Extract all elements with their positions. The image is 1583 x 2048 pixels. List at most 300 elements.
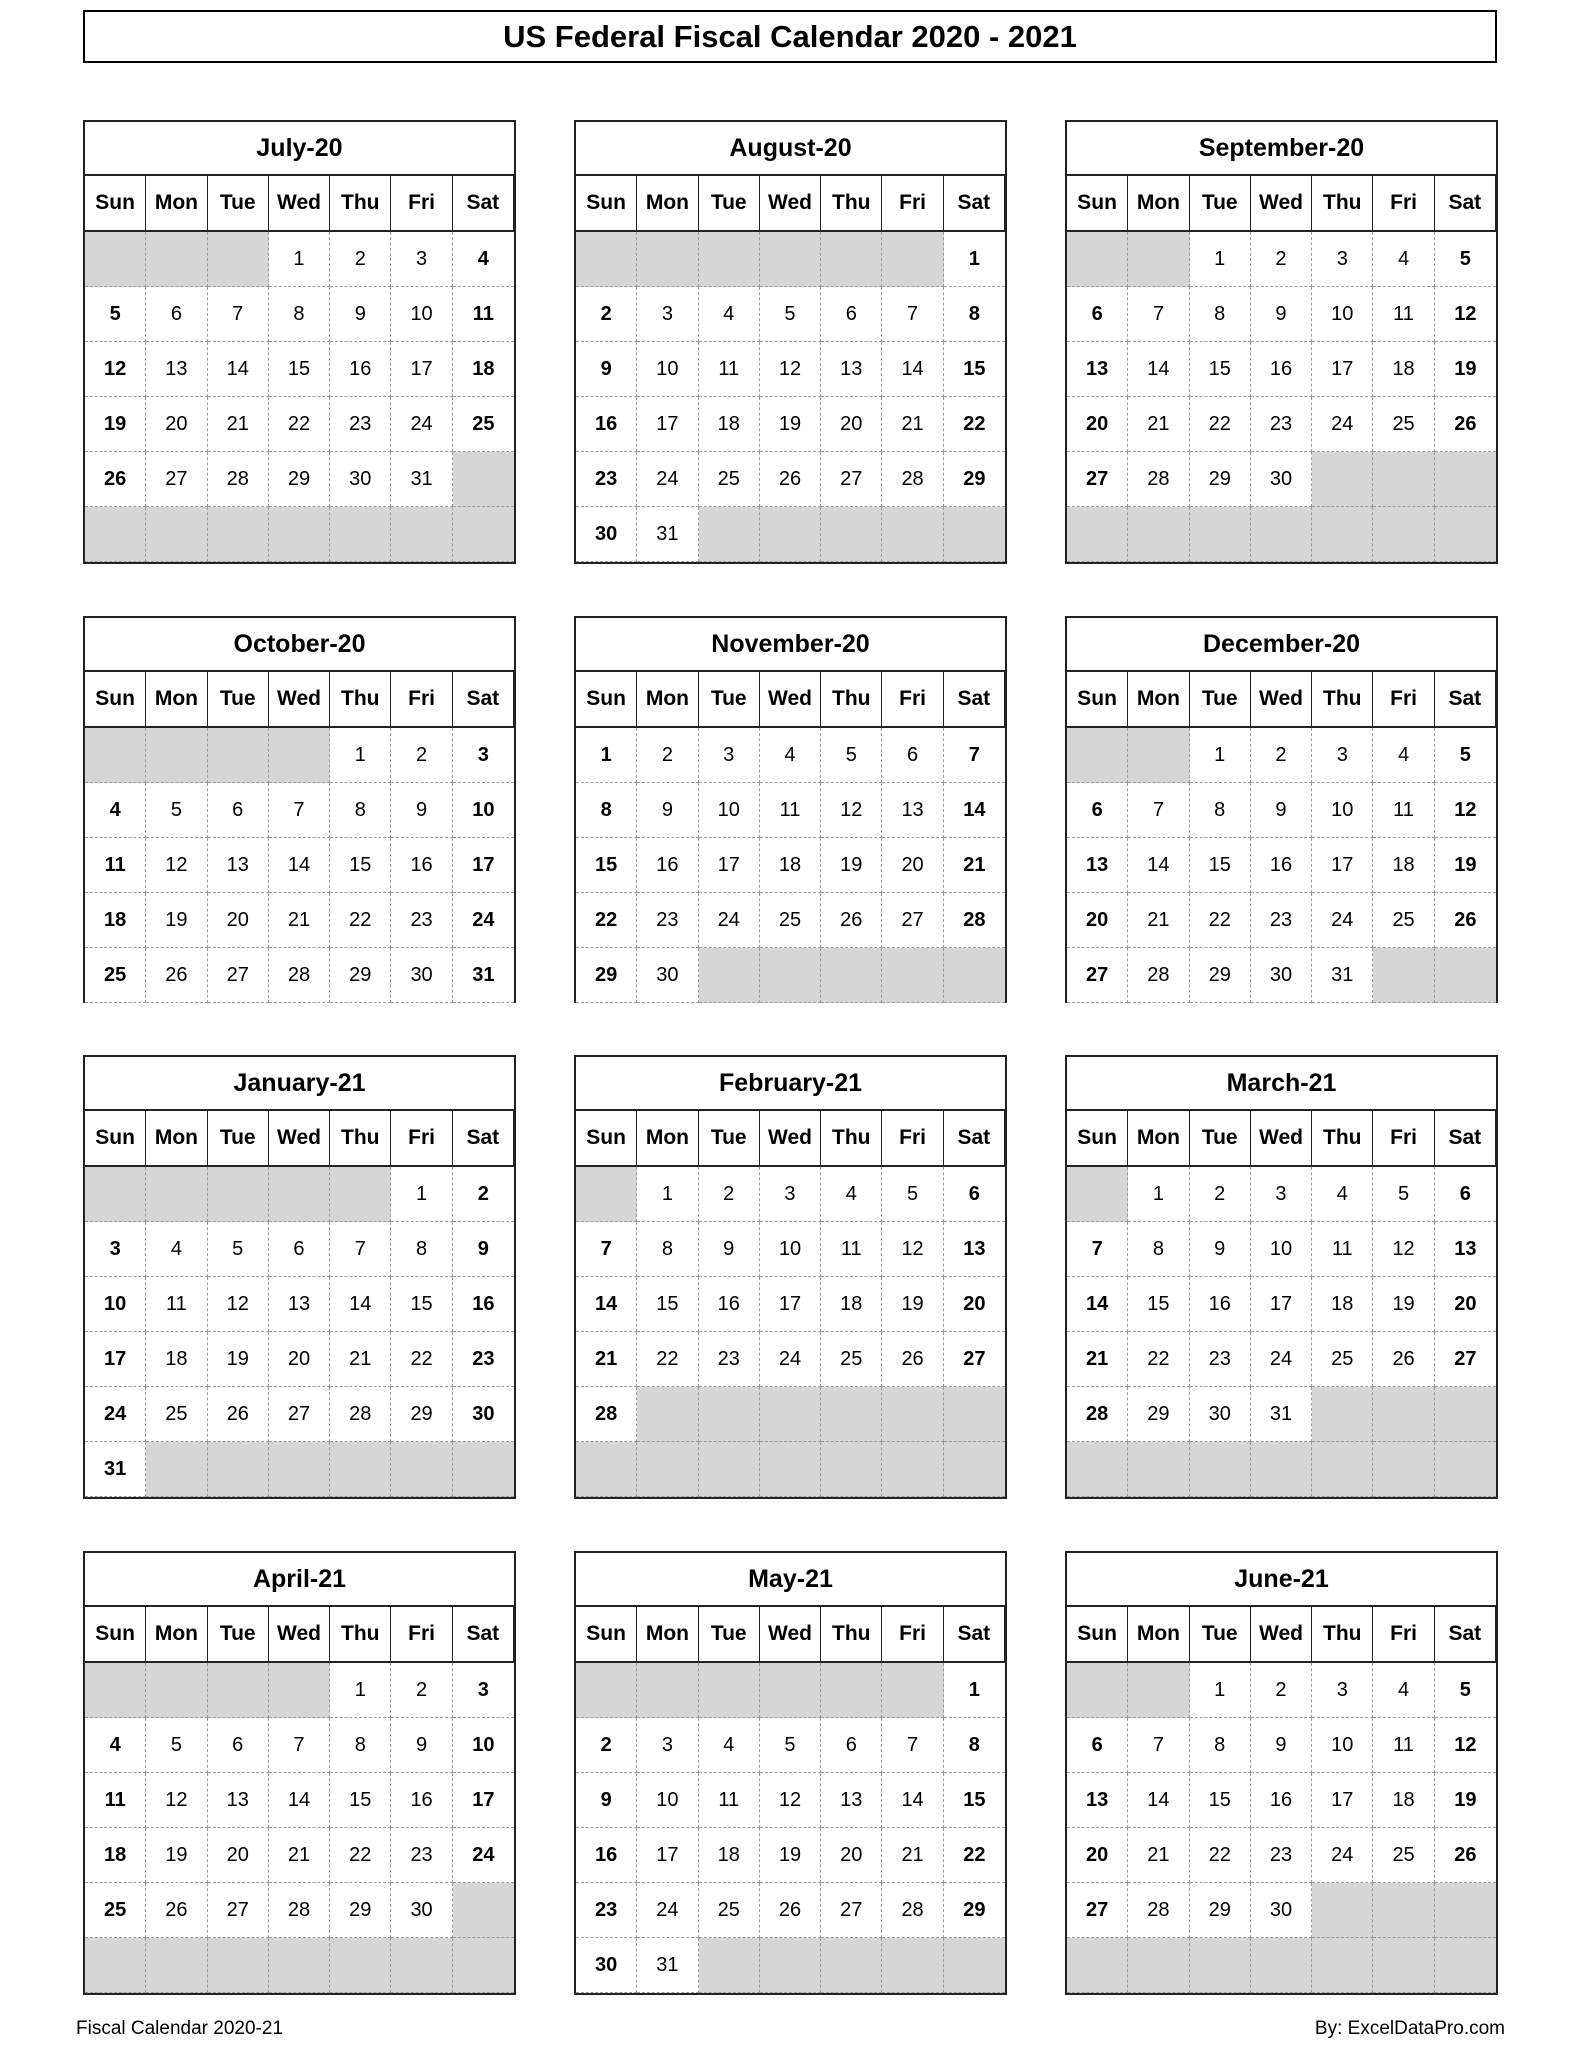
day-cell: 21 (269, 893, 330, 948)
empty-day-cell (330, 1442, 391, 1497)
day-cell: 3 (453, 728, 514, 783)
day-cell: 9 (453, 1222, 514, 1277)
empty-day-cell (1190, 507, 1251, 562)
day-cell: 21 (882, 1828, 943, 1883)
day-cell: 8 (576, 783, 637, 838)
day-cell: 19 (1435, 1773, 1496, 1828)
month-title: December-20 (1067, 618, 1496, 672)
empty-day-cell (699, 232, 760, 287)
day-cell: 27 (1067, 452, 1128, 507)
day-cell: 3 (1251, 1167, 1312, 1222)
day-cell: 27 (146, 452, 207, 507)
day-cell: 15 (637, 1277, 698, 1332)
day-cell: 1 (1128, 1167, 1189, 1222)
day-cell: 11 (1373, 1718, 1434, 1773)
empty-day-cell (576, 232, 637, 287)
day-cell: 20 (146, 397, 207, 452)
day-cell: 17 (699, 838, 760, 893)
month-title: April-21 (85, 1553, 514, 1607)
day-cell: 29 (391, 1387, 452, 1442)
empty-day-cell (1435, 1938, 1496, 1993)
empty-day-cell (1312, 1387, 1373, 1442)
day-cell: 29 (330, 948, 391, 1003)
empty-day-cell (1190, 1442, 1251, 1497)
day-cell: 29 (1190, 1883, 1251, 1938)
weekday-header: Sat (944, 672, 1005, 728)
day-cell: 30 (1251, 1883, 1312, 1938)
day-cell: 20 (1435, 1277, 1496, 1332)
day-cell: 24 (1312, 1828, 1373, 1883)
day-cell: 13 (821, 342, 882, 397)
weekday-header: Fri (1373, 1607, 1434, 1663)
empty-day-cell (269, 1167, 330, 1222)
weekday-header: Sat (453, 1111, 514, 1167)
day-cell: 20 (821, 1828, 882, 1883)
weekday-header: Tue (699, 176, 760, 232)
day-cell: 22 (269, 397, 330, 452)
empty-day-cell (85, 507, 146, 562)
day-cell: 28 (1067, 1387, 1128, 1442)
day-cell: 18 (821, 1277, 882, 1332)
day-cell: 13 (208, 838, 269, 893)
day-cell: 27 (208, 948, 269, 1003)
day-cell: 11 (1373, 287, 1434, 342)
day-cell: 17 (637, 397, 698, 452)
day-cell: 22 (330, 893, 391, 948)
day-cell: 19 (146, 1828, 207, 1883)
weekday-header: Tue (208, 176, 269, 232)
empty-day-cell (146, 1663, 207, 1718)
day-cell: 3 (85, 1222, 146, 1277)
day-cell: 4 (1373, 728, 1434, 783)
day-cell: 12 (146, 838, 207, 893)
weekday-header: Sat (1435, 176, 1496, 232)
empty-day-cell (1435, 948, 1496, 1003)
day-cell: 18 (146, 1332, 207, 1387)
day-cell: 25 (821, 1332, 882, 1387)
day-cell: 16 (576, 1828, 637, 1883)
empty-day-cell (208, 232, 269, 287)
month-days-grid (1067, 1111, 1496, 1497)
day-cell: 22 (1190, 1828, 1251, 1883)
day-cell: 11 (699, 342, 760, 397)
empty-day-cell (637, 1442, 698, 1497)
weekday-header: Sun (85, 1607, 146, 1663)
empty-day-cell (269, 1442, 330, 1497)
empty-day-cell (1067, 1442, 1128, 1497)
empty-day-cell (269, 507, 330, 562)
day-cell: 15 (330, 838, 391, 893)
day-cell: 25 (1312, 1332, 1373, 1387)
day-cell: 13 (1435, 1222, 1496, 1277)
empty-day-cell (330, 1167, 391, 1222)
day-cell: 15 (1128, 1277, 1189, 1332)
month-title: July-20 (85, 122, 514, 176)
weekday-header: Tue (699, 1607, 760, 1663)
day-cell: 13 (269, 1277, 330, 1332)
day-cell: 15 (944, 342, 1005, 397)
month-block (574, 1551, 1007, 1995)
day-cell: 24 (453, 1828, 514, 1883)
day-cell: 23 (391, 893, 452, 948)
month-title: March-21 (1067, 1057, 1496, 1111)
day-cell: 17 (453, 838, 514, 893)
day-cell: 6 (1435, 1167, 1496, 1222)
day-cell: 10 (391, 287, 452, 342)
day-cell: 5 (1373, 1167, 1434, 1222)
weekday-header: Fri (882, 1607, 943, 1663)
day-cell: 2 (330, 232, 391, 287)
day-cell: 9 (391, 1718, 452, 1773)
day-cell: 24 (1312, 397, 1373, 452)
empty-day-cell (1373, 1938, 1434, 1993)
day-cell: 21 (882, 397, 943, 452)
day-cell: 23 (576, 452, 637, 507)
month-days-grid (85, 672, 514, 1003)
day-cell: 4 (453, 232, 514, 287)
day-cell: 16 (1251, 342, 1312, 397)
day-cell: 29 (1190, 948, 1251, 1003)
day-cell: 18 (760, 838, 821, 893)
day-cell: 27 (269, 1387, 330, 1442)
weekday-header: Fri (882, 1111, 943, 1167)
day-cell: 27 (1067, 948, 1128, 1003)
day-cell: 25 (85, 1883, 146, 1938)
month-block (83, 1551, 516, 1995)
day-cell: 27 (208, 1883, 269, 1938)
day-cell: 31 (637, 507, 698, 562)
day-cell: 23 (637, 893, 698, 948)
day-cell: 21 (208, 397, 269, 452)
month-title: May-21 (576, 1553, 1005, 1607)
empty-day-cell (85, 232, 146, 287)
empty-day-cell (699, 1938, 760, 1993)
day-cell: 29 (330, 1883, 391, 1938)
day-cell: 14 (1128, 342, 1189, 397)
day-cell: 2 (1190, 1167, 1251, 1222)
empty-day-cell (1128, 1663, 1189, 1718)
day-cell: 22 (576, 893, 637, 948)
day-cell: 30 (330, 452, 391, 507)
day-cell: 13 (1067, 1773, 1128, 1828)
weekday-header: Sun (576, 672, 637, 728)
day-cell: 1 (391, 1167, 452, 1222)
empty-day-cell (453, 1938, 514, 1993)
day-cell: 3 (1312, 728, 1373, 783)
day-cell: 4 (1373, 1663, 1434, 1718)
day-cell: 1 (637, 1167, 698, 1222)
day-cell: 1 (330, 1663, 391, 1718)
day-cell: 8 (944, 287, 1005, 342)
empty-day-cell (269, 728, 330, 783)
empty-day-cell (760, 232, 821, 287)
day-cell: 17 (453, 1773, 514, 1828)
day-cell: 21 (330, 1332, 391, 1387)
empty-day-cell (760, 1387, 821, 1442)
empty-day-cell (1435, 1387, 1496, 1442)
day-cell: 15 (1190, 1773, 1251, 1828)
day-cell: 24 (1251, 1332, 1312, 1387)
day-cell: 13 (208, 1773, 269, 1828)
empty-day-cell (146, 1442, 207, 1497)
weekday-header: Fri (391, 1607, 452, 1663)
day-cell: 3 (391, 232, 452, 287)
day-cell: 12 (208, 1277, 269, 1332)
day-cell: 10 (760, 1222, 821, 1277)
day-cell: 14 (576, 1277, 637, 1332)
day-cell: 25 (85, 948, 146, 1003)
day-cell: 19 (1373, 1277, 1434, 1332)
empty-day-cell (821, 1938, 882, 1993)
empty-day-cell (453, 1883, 514, 1938)
day-cell: 29 (944, 1883, 1005, 1938)
weekday-header: Sun (1067, 1607, 1128, 1663)
day-cell: 8 (269, 287, 330, 342)
month-block (574, 1055, 1007, 1499)
day-cell: 8 (330, 1718, 391, 1773)
empty-day-cell (208, 728, 269, 783)
empty-day-cell (882, 1938, 943, 1993)
day-cell: 5 (146, 1718, 207, 1773)
day-cell: 6 (1067, 287, 1128, 342)
empty-day-cell (146, 232, 207, 287)
day-cell: 23 (699, 1332, 760, 1387)
empty-day-cell (453, 452, 514, 507)
day-cell: 6 (208, 783, 269, 838)
empty-day-cell (146, 507, 207, 562)
day-cell: 24 (637, 452, 698, 507)
weekday-header: Mon (1128, 672, 1189, 728)
day-cell: 28 (1128, 1883, 1189, 1938)
empty-day-cell (1251, 507, 1312, 562)
day-cell: 24 (1312, 893, 1373, 948)
day-cell: 17 (391, 342, 452, 397)
weekday-header: Sun (1067, 1111, 1128, 1167)
day-cell: 15 (1190, 342, 1251, 397)
day-cell: 6 (269, 1222, 330, 1277)
day-cell: 10 (1312, 783, 1373, 838)
day-cell: 27 (944, 1332, 1005, 1387)
weekday-header: Sat (1435, 1111, 1496, 1167)
day-cell: 17 (1312, 342, 1373, 397)
day-cell: 6 (821, 1718, 882, 1773)
day-cell: 26 (882, 1332, 943, 1387)
day-cell: 10 (637, 1773, 698, 1828)
day-cell: 22 (1190, 397, 1251, 452)
day-cell: 20 (269, 1332, 330, 1387)
weekday-header: Tue (208, 672, 269, 728)
empty-day-cell (821, 948, 882, 1003)
day-cell: 4 (760, 728, 821, 783)
empty-day-cell (882, 948, 943, 1003)
day-cell: 31 (1251, 1387, 1312, 1442)
day-cell: 7 (882, 287, 943, 342)
day-cell: 9 (576, 1773, 637, 1828)
weekday-header: Mon (637, 1111, 698, 1167)
weekday-header: Tue (208, 1607, 269, 1663)
weekday-header: Wed (269, 672, 330, 728)
empty-day-cell (1067, 728, 1128, 783)
month-title: January-21 (85, 1057, 514, 1111)
day-cell: 14 (269, 838, 330, 893)
day-cell: 4 (1312, 1167, 1373, 1222)
weekday-header: Sat (944, 1607, 1005, 1663)
weekday-header: Mon (146, 176, 207, 232)
empty-day-cell (1067, 1663, 1128, 1718)
empty-day-cell (269, 1938, 330, 1993)
day-cell: 18 (699, 1828, 760, 1883)
empty-day-cell (330, 1938, 391, 1993)
day-cell: 8 (944, 1718, 1005, 1773)
weekday-header: Wed (269, 176, 330, 232)
weekday-header: Thu (1312, 672, 1373, 728)
empty-day-cell (637, 232, 698, 287)
day-cell: 28 (330, 1387, 391, 1442)
day-cell: 23 (1251, 893, 1312, 948)
weekday-header: Mon (637, 1607, 698, 1663)
empty-day-cell (699, 1442, 760, 1497)
day-cell: 26 (760, 1883, 821, 1938)
page-title: US Federal Fiscal Calendar 2020 - 2021 (83, 10, 1497, 63)
day-cell: 28 (882, 1883, 943, 1938)
day-cell: 1 (1190, 728, 1251, 783)
weekday-header: Thu (330, 1111, 391, 1167)
empty-day-cell (760, 507, 821, 562)
day-cell: 23 (1251, 1828, 1312, 1883)
empty-day-cell (699, 507, 760, 562)
day-cell: 6 (944, 1167, 1005, 1222)
day-cell: 31 (637, 1938, 698, 1993)
day-cell: 14 (944, 783, 1005, 838)
day-cell: 31 (1312, 948, 1373, 1003)
day-cell: 25 (760, 893, 821, 948)
day-cell: 9 (699, 1222, 760, 1277)
day-cell: 12 (882, 1222, 943, 1277)
footer-right-text: By: ExcelDataPro.com (1314, 2018, 1505, 2039)
day-cell: 28 (269, 948, 330, 1003)
empty-day-cell (146, 1938, 207, 1993)
weekday-header: Mon (1128, 1607, 1189, 1663)
day-cell: 4 (85, 1718, 146, 1773)
empty-day-cell (882, 507, 943, 562)
day-cell: 30 (453, 1387, 514, 1442)
weekday-header: Fri (391, 672, 452, 728)
empty-day-cell (1128, 1442, 1189, 1497)
day-cell: 12 (821, 783, 882, 838)
day-cell: 7 (330, 1222, 391, 1277)
weekday-header: Fri (391, 176, 452, 232)
day-cell: 10 (637, 342, 698, 397)
month-days-grid (576, 1607, 1005, 1993)
day-cell: 18 (453, 342, 514, 397)
day-cell: 11 (146, 1277, 207, 1332)
empty-day-cell (391, 1938, 452, 1993)
day-cell: 8 (391, 1222, 452, 1277)
weekday-header: Sat (1435, 672, 1496, 728)
empty-day-cell (1312, 1883, 1373, 1938)
day-cell: 5 (821, 728, 882, 783)
day-cell: 25 (146, 1387, 207, 1442)
day-cell: 20 (821, 397, 882, 452)
day-cell: 19 (1435, 342, 1496, 397)
day-cell: 3 (1312, 1663, 1373, 1718)
weekday-header: Wed (1251, 1111, 1312, 1167)
weekday-header: Sat (453, 672, 514, 728)
empty-day-cell (1128, 1938, 1189, 1993)
day-cell: 7 (576, 1222, 637, 1277)
month-days-grid (85, 176, 514, 562)
day-cell: 20 (1067, 397, 1128, 452)
month-days-grid (1067, 1607, 1496, 1993)
empty-day-cell (821, 507, 882, 562)
empty-day-cell (208, 507, 269, 562)
weekday-header: Mon (146, 1111, 207, 1167)
weekday-header: Sat (944, 176, 1005, 232)
day-cell: 28 (576, 1387, 637, 1442)
day-cell: 13 (146, 342, 207, 397)
day-cell: 10 (453, 783, 514, 838)
empty-day-cell (882, 232, 943, 287)
day-cell: 12 (146, 1773, 207, 1828)
empty-day-cell (1067, 232, 1128, 287)
day-cell: 27 (1435, 1332, 1496, 1387)
weekday-header: Sun (85, 176, 146, 232)
empty-day-cell (882, 1663, 943, 1718)
day-cell: 30 (637, 948, 698, 1003)
day-cell: 9 (330, 287, 391, 342)
day-cell: 11 (453, 287, 514, 342)
day-cell: 8 (1128, 1222, 1189, 1277)
day-cell: 5 (1435, 728, 1496, 783)
empty-day-cell (391, 507, 452, 562)
day-cell: 18 (699, 397, 760, 452)
day-cell: 1 (269, 232, 330, 287)
day-cell: 1 (944, 1663, 1005, 1718)
day-cell: 19 (85, 397, 146, 452)
month-days-grid (576, 672, 1005, 1003)
weekday-header: Sat (1435, 1607, 1496, 1663)
day-cell: 21 (1128, 893, 1189, 948)
weekday-header: Tue (1190, 672, 1251, 728)
day-cell: 17 (760, 1277, 821, 1332)
weekday-header: Thu (1312, 1111, 1373, 1167)
day-cell: 6 (1067, 1718, 1128, 1773)
day-cell: 15 (1190, 838, 1251, 893)
empty-day-cell (1067, 1938, 1128, 1993)
weekday-header: Mon (146, 672, 207, 728)
empty-day-cell (85, 728, 146, 783)
day-cell: 6 (208, 1718, 269, 1773)
day-cell: 29 (944, 452, 1005, 507)
weekday-header: Thu (330, 672, 391, 728)
month-title: August-20 (576, 122, 1005, 176)
day-cell: 2 (699, 1167, 760, 1222)
day-cell: 1 (944, 232, 1005, 287)
day-cell: 18 (1373, 838, 1434, 893)
empty-day-cell (760, 1663, 821, 1718)
day-cell: 21 (269, 1828, 330, 1883)
day-cell: 6 (821, 287, 882, 342)
day-cell: 12 (1435, 783, 1496, 838)
month-title: October-20 (85, 618, 514, 672)
month-block (1065, 1551, 1498, 1995)
day-cell: 25 (1373, 1828, 1434, 1883)
empty-day-cell (576, 1442, 637, 1497)
weekday-header: Sun (1067, 176, 1128, 232)
day-cell: 3 (1312, 232, 1373, 287)
empty-day-cell (1435, 1442, 1496, 1497)
empty-day-cell (944, 1442, 1005, 1497)
